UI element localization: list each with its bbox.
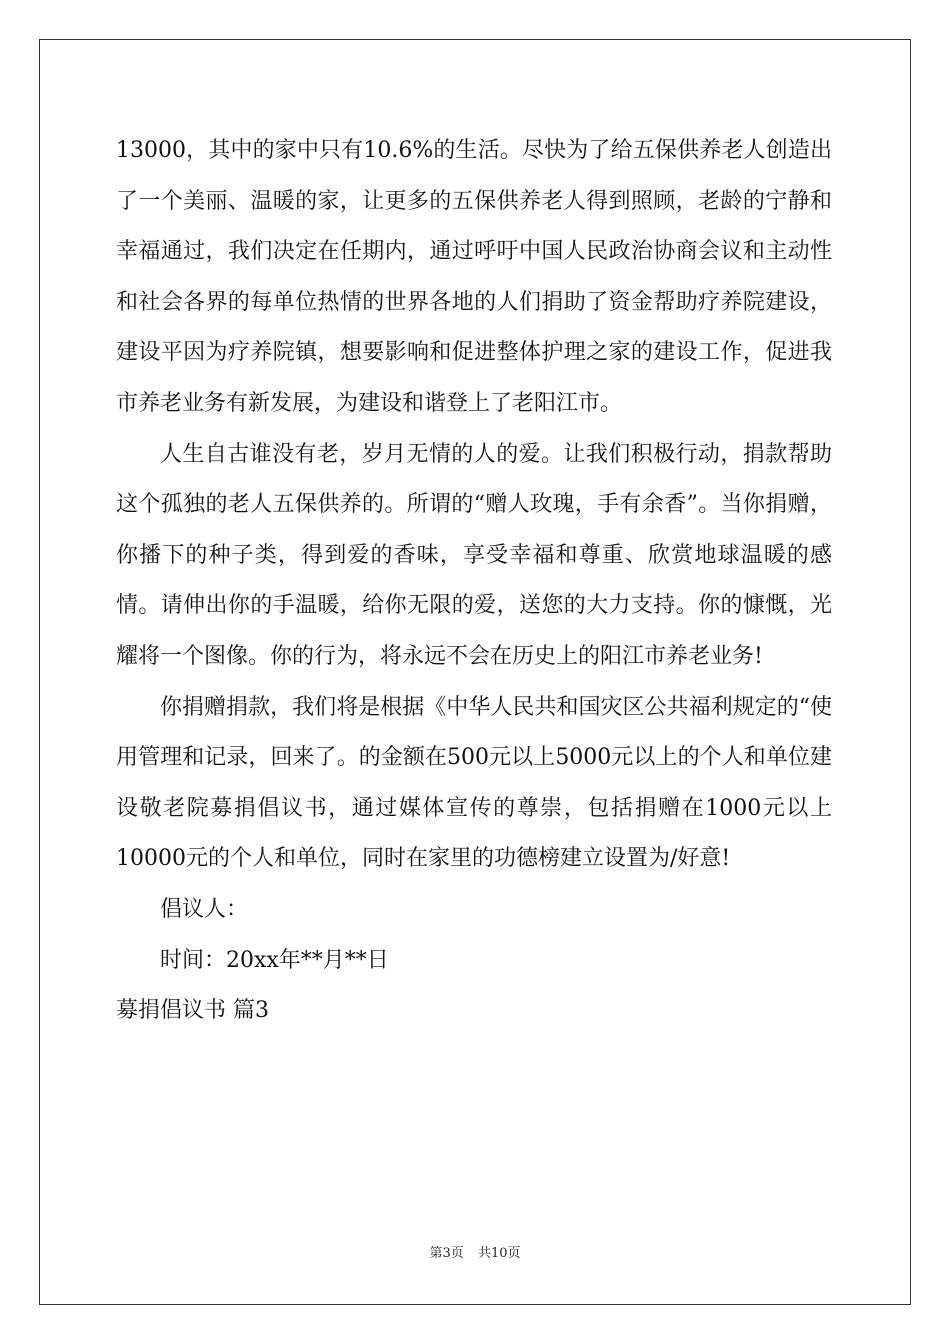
paragraph-3: 你捐赠捐款，我们将是根据《中华人民共和国灾区公共福利规定的“使用管理和记录，回来了。的金额在500元以上5000元以上的个人和单位建设敬老院募捐倡议书，通过媒体宣传的尊崇，包括捐赠在1000元以上10000元的个人和单位，同时在家里的功德榜建立设置为/好意! (116, 694, 832, 872)
section-heading: 募捐倡议书 篇3 (116, 998, 269, 1024)
paragraph-2: 人生自古谁没有老，岁月无情的人的爱。让我们积极行动，捐款帮助这个孤独的老人五保供养的。所谓的“赠人玫瑰，手有余香”。当你捐赠，你播下的种子类，得到爱的香味，享受幸福和尊重、欣赏地球温暖的感情。请伸出你的手温暖，给你无限的爱，送您的大力支持。你的慷慨，光耀将一个图像。你的行为，将永远不会在历史上的阳江市养老业务! (116, 441, 832, 669)
page-total: 共10页 (477, 1246, 521, 1261)
date-line: 时间：20xx年**月**日 (160, 947, 389, 973)
initiator-line: 倡议人： (160, 896, 249, 922)
paragraph-1: 13000，其中的家中只有10.6%的生活。尽快为了给五保供养老人创造出了一个美丽、温暖的家，让更多的五保供养老人得到照顾，老龄的宁静和幸福通过，我们决定在任期内，通过呼吁中国人民政治协商会议和主动性和社会各界的每单位热情的世界各地的人们捐助了资金帮助疗养院建设，建设平因为疗养院镇，想要影响和促进整体护理之家的建设工作，促进我市养老业务有新发展，为建设和谐登上了老阳江市。 (116, 138, 832, 416)
page-number: 第3页 (429, 1246, 464, 1261)
document-body (116, 126, 832, 1037)
page-footer (0, 1244, 950, 1264)
